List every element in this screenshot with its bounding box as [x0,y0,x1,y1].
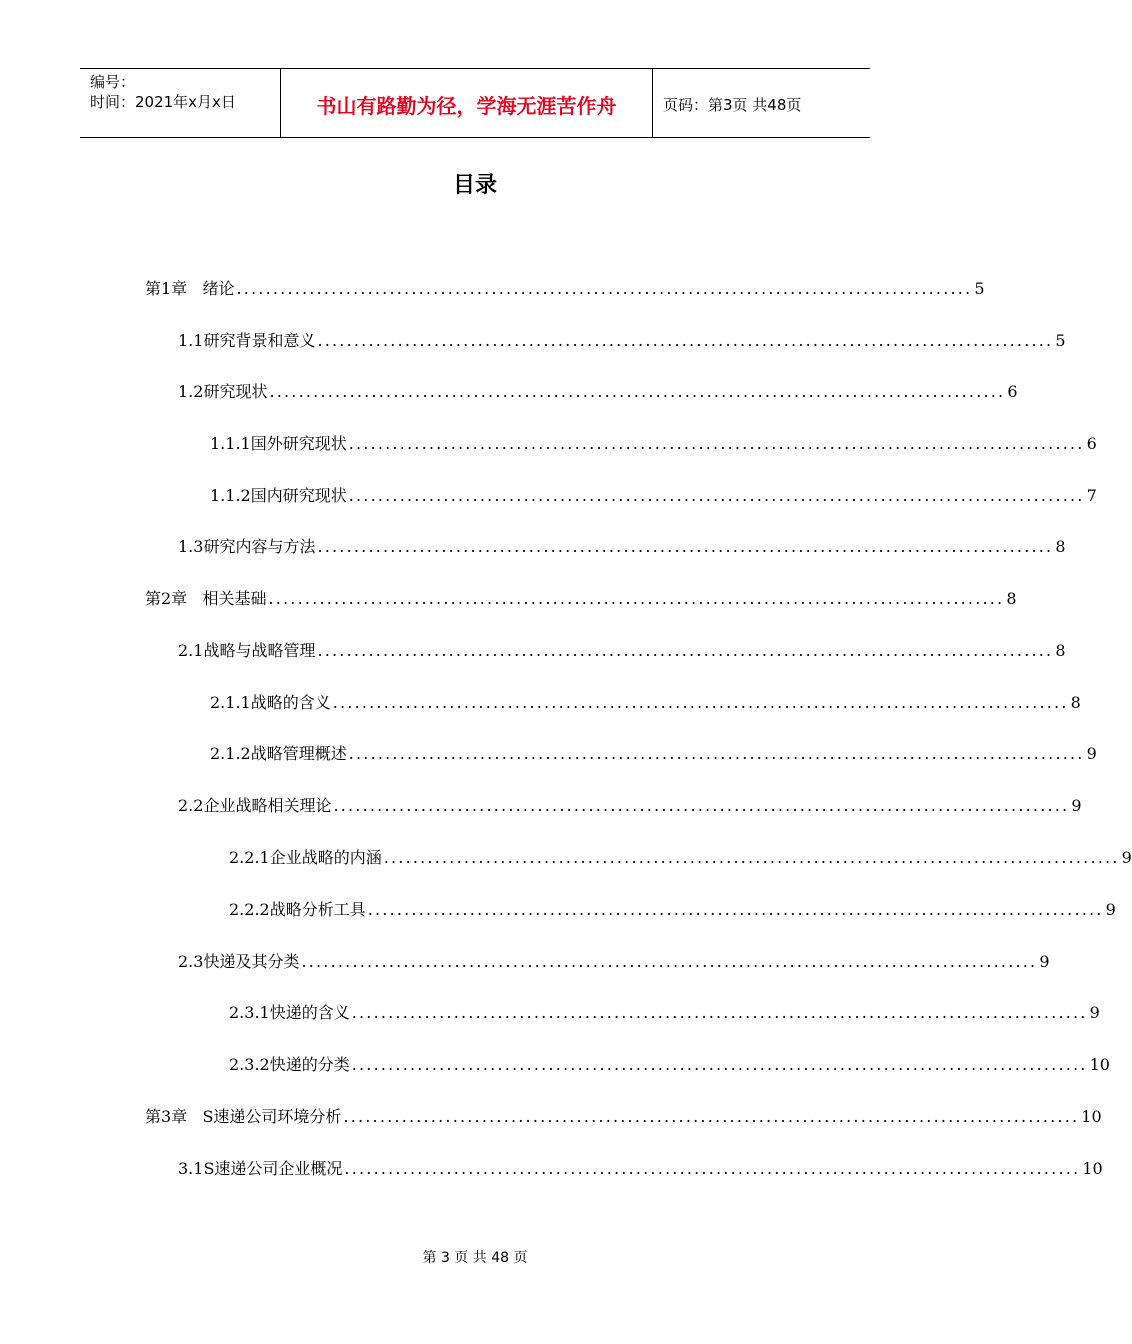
toc-entry-page: 10 [1082,1159,1103,1178]
header-meta [80,69,281,137]
toc-entry-text: 1.3研究内容与方法 [178,537,316,556]
toc-entry[interactable] [229,845,1132,869]
toc-leader-dots: ..................................................................................................... [317,641,1054,660]
toc-entry[interactable] [145,1104,1102,1128]
toc-entry-page: 8 [1006,589,1017,608]
toc-entry-page: 8 [1055,537,1066,556]
toc-entry-page: 9 [1039,952,1050,971]
toc-entry[interactable] [178,793,1082,817]
toc-entry-page: 6 [1007,382,1018,401]
toc-entry[interactable] [210,431,1097,455]
toc-leader-dots: ..................................................................................................... [348,434,1085,453]
header-motto: 书山有路勤为径，学海无涯苦作舟 [281,69,653,137]
toc-entry-page: 9 [1121,848,1132,867]
toc-entry-page: 10 [1089,1055,1110,1074]
toc-entry-page: 8 [1055,641,1066,660]
toc-entry-page: 7 [1086,486,1097,505]
toc-entry[interactable] [145,586,1017,610]
toc-entry-text: 第3章 S速递公司环境分析 [145,1107,342,1126]
toc-leader-dots: ..................................................................................................... [343,1107,1080,1126]
toc-entry[interactable] [178,1156,1103,1180]
toc-entry[interactable] [178,328,1066,352]
toc-entry-text: 第1章 绪论 [145,279,235,298]
toc-entry-text: 2.1.2战略管理概述 [210,744,347,763]
toc-entry[interactable] [210,690,1081,714]
toc-entry-page: 6 [1086,434,1097,453]
document-header [80,68,870,138]
toc-entry[interactable] [145,276,985,300]
toc-entry-text: 2.3.2快递的分类 [229,1055,350,1074]
toc-entry[interactable] [178,379,1018,403]
toc-entry-page: 9 [1086,744,1097,763]
toc-leader-dots: ..................................................................................................... [317,331,1054,350]
toc-entry[interactable] [229,1052,1110,1076]
toc-leader-dots: ..................................................................................................... [351,1055,1088,1074]
toc-entry[interactable] [210,741,1097,765]
toc-entry-text: 1.2研究现状 [178,382,268,401]
toc-entry[interactable] [178,638,1066,662]
header-page-info: 页码：第3页 共48页 [663,95,802,114]
toc-leader-dots: ..................................................................................................... [348,486,1085,505]
header-time-label: 时间：2021年x月x日 [90,93,236,111]
toc-entry-page: 9 [1089,1003,1100,1022]
toc-leader-dots: ..................................................................................................... [236,279,973,298]
toc-entry-text: 1.1研究背景和意义 [178,331,316,350]
toc-entry[interactable] [229,897,1116,921]
toc-leader-dots: ..................................................................................................... [269,382,1006,401]
toc-leader-dots: ..................................................................................................... [268,589,1005,608]
toc-leader-dots: ..................................................................................................... [333,796,1070,815]
toc-entry-page: 10 [1081,1107,1102,1126]
toc-entry-text: 2.2.1企业战略的内涵 [229,848,382,867]
toc-entry-page: 5 [1055,331,1066,350]
toc-entry-text: 1.1.2国内研究现状 [210,486,347,505]
toc-leader-dots: ..................................................................................................... [301,952,1038,971]
toc-entry-text: 2.3快递及其分类 [178,952,300,971]
toc-entry[interactable] [178,534,1066,558]
toc-entry[interactable] [210,483,1097,507]
toc-entry-page: 9 [1105,900,1116,919]
toc-entry-text: 2.1.1战略的含义 [210,693,331,712]
page-footer: 第 3 页 共 48 页 [422,1250,528,1266]
toc-entry-page: 5 [974,279,985,298]
page-title: 目录 [452,173,497,198]
toc-entry-text: 第2章 相关基础 [145,589,267,608]
toc-entry[interactable] [178,949,1050,973]
toc-leader-dots: ..................................................................................................... [332,693,1069,712]
toc-leader-dots: ..................................................................................................... [351,1003,1088,1022]
toc-entry-text: 1.1.1国外研究现状 [210,434,347,453]
toc-entry-text: 2.3.1快递的含义 [229,1003,350,1022]
toc-leader-dots: ..................................................................................................... [383,848,1120,867]
toc-leader-dots: ..................................................................................................... [367,900,1104,919]
toc-entry-text: 2.2企业战略相关理论 [178,796,332,815]
toc-entry-text: 3.1S速递公司企业概况 [178,1159,343,1178]
toc-entry[interactable] [229,1000,1100,1024]
header-number-label: 编号： [90,73,136,91]
toc-leader-dots: ..................................................................................................... [317,537,1054,556]
toc-entry-text: 2.2.2战略分析工具 [229,900,366,919]
toc-entry-page: 8 [1070,693,1081,712]
toc-entry-text: 2.1战略与战略管理 [178,641,316,660]
toc-leader-dots: ..................................................................................................... [348,744,1085,763]
toc-leader-dots: ..................................................................................................... [344,1159,1081,1178]
toc-entry-page: 9 [1071,796,1082,815]
